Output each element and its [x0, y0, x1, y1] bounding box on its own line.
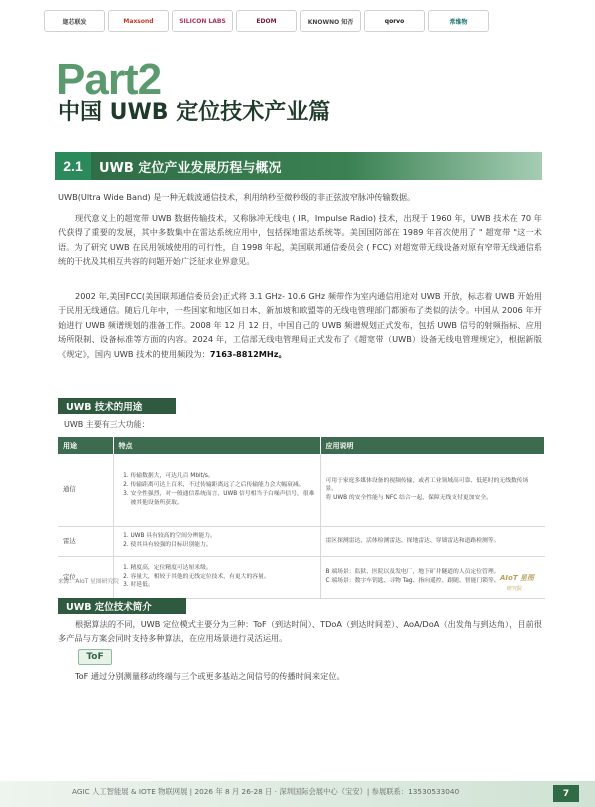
sponsor-logo-bar	[44, 10, 489, 32]
uses-table	[58, 437, 545, 599]
column-header-applications: 应用说明	[320, 437, 545, 454]
feature-item: 3. 安全性强烈，对一般通信系统而言，UWB 信号相当于白噪声信号，很难被其他设备所获取。	[131, 490, 315, 508]
paragraph-history: 现代意义上的超宽带 UWB 数据传输技术，又称脉冲无线电 ( IR，Impulse Radio) 技术，出现于 1960 年，UWB 技术在 70 年代获得了重要的发展，其中多数集中在雷达系统应用中，包括探地雷达系统等。美国国防部在 1989 年首次使用了 " 超宽带 "这一术语。为了研究 UWB 在民用领域使用的可行性，自 1998 年起，美国联邦通信委员会 ( FCC) 对超宽带无线设备对原有窄带无线通信系统的干扰及其相互共容的问题开始广泛征求业界意见。	[58, 213, 542, 267]
positioning-heading: UWB 定位技术简介	[58, 598, 186, 614]
page-number: 7	[553, 785, 579, 802]
table-header-row	[58, 437, 545, 454]
application-item: B 端场景：监狱、医院以及发电厂，地下矿井隧道的人员定位管理。	[325, 569, 500, 576]
frequency-band: 7163-8812MHz。	[209, 348, 287, 359]
feature-item: 1. UWB 具有较高的空间分辨能力。	[131, 532, 315, 541]
sponsor-logo: qorvo	[364, 10, 425, 32]
sponsor-logo: EDOM	[236, 10, 297, 32]
paragraph-regulation	[58, 289, 542, 361]
features-cell	[113, 454, 320, 526]
paragraph-tof: ToF 通过分别测量移动终端与三个或更多基站之间信号的传播时间来定位。	[75, 671, 345, 681]
sponsor-logo: 迦芯联发	[44, 10, 105, 32]
use-cell: 定位	[58, 556, 113, 598]
paragraph-algorithms: 根据算法的不同，UWB 定位模式主要分为三种：ToF（到达时间）、TDoA（到达时间差）、AoA/DoA（出发角与到达角），目前很多产品与方案会同时支持多种算法，在应用场景进行灵活运用。	[58, 619, 542, 644]
feature-item: 3. 时延低。	[131, 581, 315, 590]
feature-item: 2. 传输距离可达上百米，不过传输距离远了之后传输能力会大幅衰减。	[131, 481, 315, 490]
section-title: UWB 定位产业发展历程与概况	[99, 160, 282, 176]
sponsor-logo: SILICON LABS	[172, 10, 233, 32]
application-item: 将 UWB 的安全性能与 NFC 结合一起，保障无线支付更加安全。	[325, 495, 492, 502]
column-header-features: 特点	[113, 437, 320, 454]
use-cell: 雷达	[58, 526, 113, 556]
section-number: 2.1	[55, 152, 91, 180]
applications-cell	[320, 526, 545, 556]
sponsor-logo: KNOWNO 知否	[300, 10, 361, 32]
application-item: 雷区探测雷达、活体检测雷达、探地雷达、穿墙雷达和道路检测等。	[325, 537, 500, 544]
paragraph-regulation-text: 2002 年,美国FCC(美国联邦通信委员会)正式将 3.1 GHz- 10.6 GHz 频带作为室内通信用途对 UWB 开放，标志着 UWB 开始用于民用无线通信。随后几年中，一些国家和地区如日本、新加坡和欧盟等的无线电管理部门都颁布了类似的法令。中国从 2006 年开始进行 UWB 频谱规划的准备工作。2008 年 12 月 12 日，中国自己的 UWB 频谱规划正式发布，包括 UWB 信号的射频指标、应用场所限制、设备标准等方面的内容。2024 年，工信部无线电管理局正式发布了《超宽带（UWB）设备无线电管理规定》，根据新版《规定》，国内 UWB 技术的使用频段为：	[58, 291, 542, 359]
uses-heading: UWB 技术的用途	[58, 398, 176, 414]
table-source: 来源：AIoT 星图研究院	[58, 579, 119, 585]
table-row	[58, 526, 545, 556]
table-row	[58, 556, 545, 598]
use-cell: 通信	[58, 454, 113, 526]
feature-item: 2. 使其具有较强的目标识别能力。	[131, 541, 315, 550]
uses-intro: UWB 主要有三大功能：	[64, 420, 150, 429]
features-cell	[113, 556, 320, 598]
column-header-use: 用途	[58, 437, 113, 454]
watermark-logo: AIoT 星图	[500, 574, 535, 582]
application-item: C 端场景：数字车钥匙、寻物 Tag、指向遥控、跟随、智能门锁等。	[325, 578, 500, 584]
watermark-sub: 研究院	[507, 586, 523, 592]
part-subtitle: 中国 UWB 定位技术产业篇	[58, 100, 331, 125]
sponsor-logo: 常维物	[428, 10, 489, 32]
tof-tag: ToF	[78, 649, 112, 665]
sponsor-logo: Maxsond	[108, 10, 169, 32]
feature-item: 1. 传输数据大，可达几百 Mbit/s。	[131, 472, 315, 481]
application-item: 可用于家庭多媒体设备的视频传输，或者工业领域高可靠、低延时的无线数传场景。	[325, 477, 529, 493]
paragraph-intro: UWB(Ultra Wide Band) 是一种无载波通信技术，利用纳秒至微秒级的非正弦波窄脉冲传输数据。	[58, 192, 416, 202]
part-title: Part2	[56, 55, 162, 104]
section-heading	[55, 152, 542, 180]
feature-item: 2. 容量大，相较于其他的无线定位技术，有更大的容量。	[131, 573, 315, 582]
table-row	[58, 454, 545, 526]
footer-text: AGIC 人工智能展 & IOTE 物联网展 | 2026 年 8 月 26-28 日 · 深圳国际会展中心（宝安）| 参展联系：13530533040	[72, 787, 460, 796]
features-cell	[113, 526, 320, 556]
applications-cell	[320, 454, 545, 526]
feature-item: 1. 精度高，定位精度可达厘米级。	[131, 564, 315, 573]
